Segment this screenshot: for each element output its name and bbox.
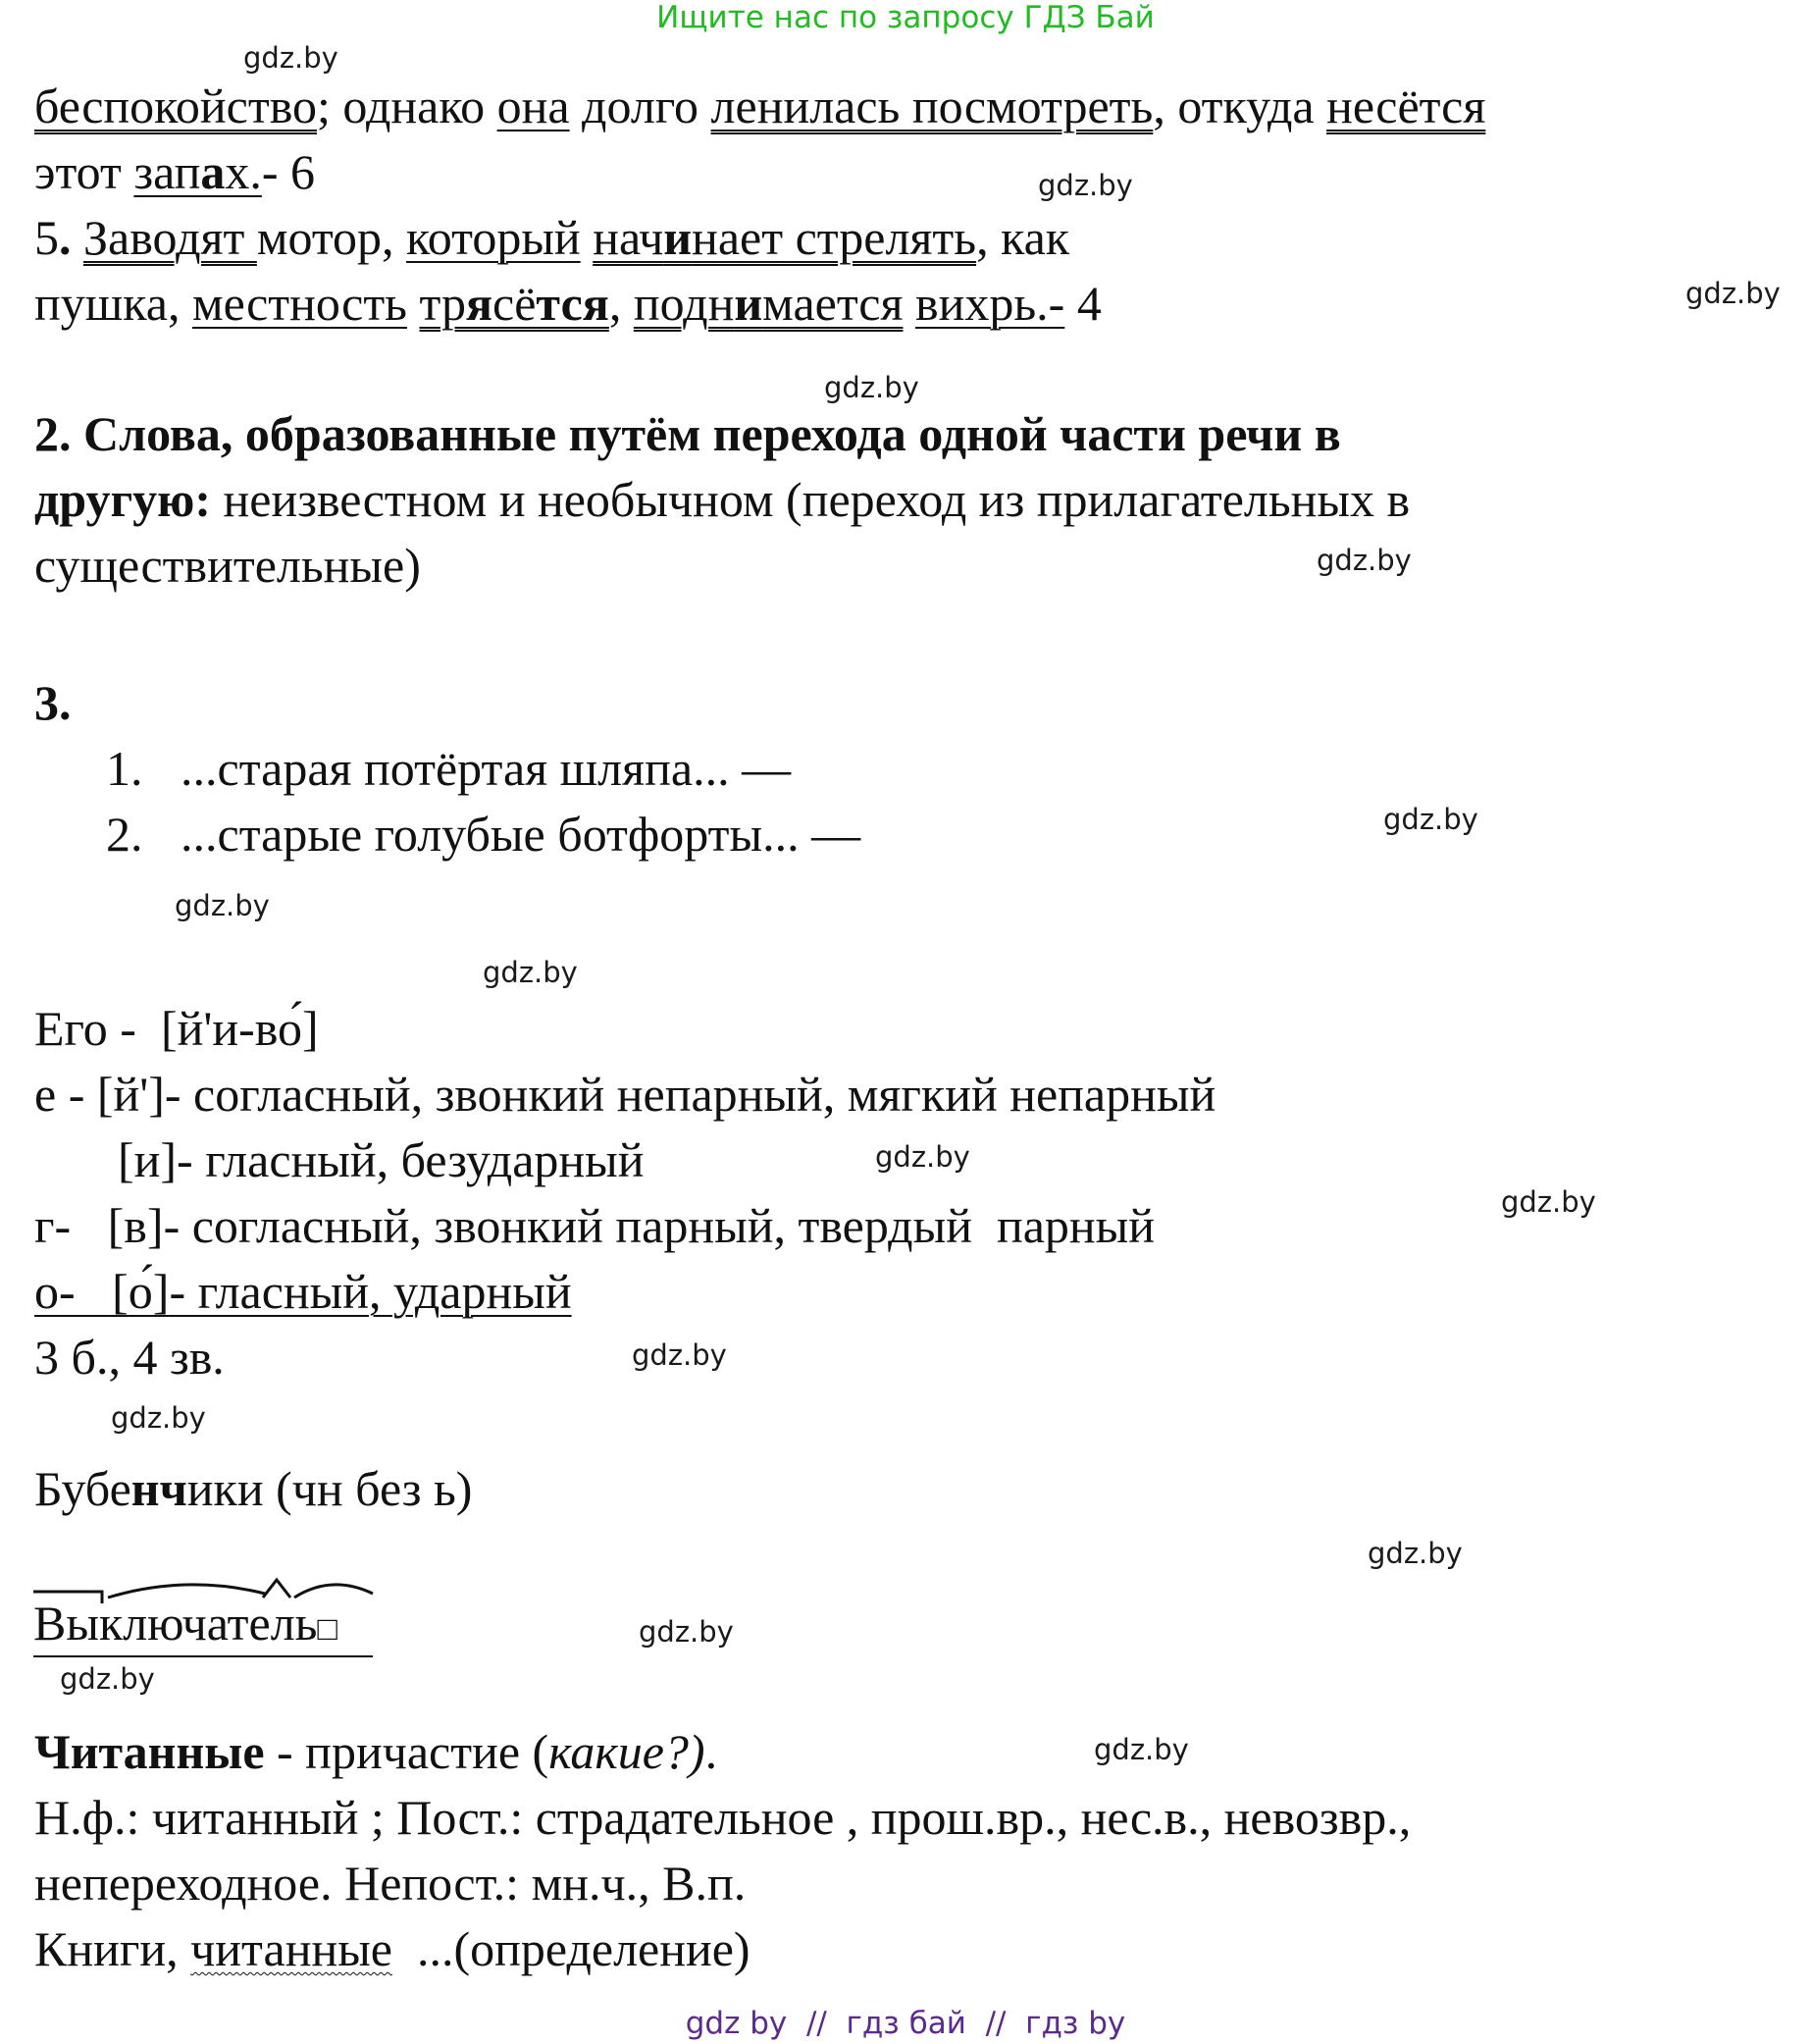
task1-line4 [34, 274, 1102, 333]
text: пушка, [34, 276, 192, 331]
phonetic-sound: г- [в]- согласный, звонкий парный, твердый парный [34, 1198, 1156, 1253]
item-number: 2. [106, 807, 143, 862]
task3-item [106, 739, 791, 798]
text: ...(определение) [392, 1921, 750, 1976]
task1-line3 [34, 208, 1069, 267]
watermark: gdz.by [1038, 169, 1133, 202]
item-number: 1. [106, 741, 143, 796]
watermark: gdz.by [1317, 544, 1412, 577]
text: - 6 [261, 144, 316, 199]
participle-line3 [34, 1854, 746, 1913]
phonetics-line4 [34, 1196, 1155, 1255]
subject-word: местность [192, 276, 407, 331]
phonetic-sound: [и]- гласный, безударный [118, 1132, 645, 1187]
phonetic-transcription: [й'и-во́] [160, 1001, 319, 1056]
predicate-word: ленилась посмотреть [710, 79, 1154, 133]
participle-word: Читанные [34, 1724, 265, 1779]
letter: мается [762, 276, 904, 331]
task2-line2 [34, 470, 1410, 529]
task2-text: существительные) [34, 538, 421, 593]
phonetic-count: 3 б., 4 зв. [34, 1330, 225, 1385]
text: мотор, [256, 210, 407, 265]
task1-line1 [34, 77, 1485, 135]
task2-heading: 2. Слова, образованные путём перехода одной части речи в [34, 406, 1341, 461]
letter: х. [225, 144, 262, 199]
phonetics-line1 [34, 999, 319, 1058]
sentence-number: 5 [34, 210, 59, 265]
watermark: gdz.by [1501, 1185, 1596, 1219]
predicate-word: Заводят [83, 210, 257, 265]
subject-word: который [406, 210, 581, 265]
phonetics-summary [34, 1328, 225, 1387]
letters-bold: тся [536, 276, 609, 331]
watermark: gdz.by [632, 1338, 727, 1372]
spelling-highlight: нч [130, 1461, 187, 1516]
text: 4 [1064, 276, 1102, 331]
text: - причастие ( [264, 1724, 549, 1779]
phonetics-line2 [34, 1065, 1216, 1124]
morpheme-word: Выключатель [33, 1596, 318, 1651]
ending-box: □ [317, 1611, 338, 1648]
letter: нает стрелять [692, 210, 977, 265]
attribute-word: читанные [190, 1921, 392, 1976]
predicate-word [634, 276, 904, 331]
text: . [704, 1724, 718, 1779]
watermark: gdz.by [875, 1140, 970, 1174]
text: , как [976, 210, 1070, 265]
participle-question: какие?) [548, 1724, 705, 1779]
task-number: 3. [34, 675, 72, 730]
phonetics-line5 [34, 1262, 572, 1321]
letter: зап [133, 144, 201, 199]
watermark: gdz.by [175, 889, 270, 922]
phonetic-sound: о- [о́]- гласный, ударный [34, 1264, 572, 1319]
stressed-letter: и [663, 210, 693, 265]
text [407, 276, 420, 331]
text: ; однако [317, 79, 497, 133]
watermark: gdz.by [483, 956, 578, 989]
participle-line1 [34, 1722, 717, 1781]
watermark: gdz.by [111, 1401, 206, 1435]
watermark: gdz.by [243, 41, 338, 75]
watermark: gdz.by [1368, 1537, 1463, 1570]
spelling-word: Бубе [34, 1461, 131, 1516]
watermark: gdz.by [639, 1615, 734, 1649]
text: . [59, 210, 83, 265]
watermark: gdz.by [1094, 1733, 1189, 1766]
task3-item [106, 805, 860, 864]
subject-word: вихрь.- [915, 276, 1065, 331]
text: этот [34, 144, 134, 199]
text: долго [569, 79, 711, 133]
participle-line2 [34, 1788, 1411, 1847]
stressed-letter: а [200, 144, 226, 199]
item-text: ...старые голубые ботфорты... — [181, 807, 861, 862]
top-banner[interactable]: Ищите нас по запросу ГДЗ Бай [656, 0, 1155, 35]
stressed-letter: я [465, 276, 493, 331]
task2-line3 [34, 536, 421, 595]
predicate-word: несётся [1326, 79, 1486, 133]
item-text: ...старая потёртая шляпа... — [181, 741, 792, 796]
phonetics-line3 [118, 1130, 645, 1189]
predicate-word [593, 210, 976, 265]
spelling-line [34, 1459, 472, 1518]
letter: подн [633, 276, 735, 331]
participle-line4 [34, 1919, 750, 1978]
spelling-word: ики (чн без ь) [186, 1461, 473, 1516]
text: , [608, 276, 634, 331]
task2-heading-line1 [34, 404, 1341, 463]
watermark: gdz.by [60, 1662, 155, 1696]
task1-line2 [34, 142, 315, 201]
task2-text: неизвестном и необычном (переход из прилагательных в [211, 472, 1411, 527]
letter: нач [593, 210, 664, 265]
morpheme-word-line [33, 1594, 337, 1659]
subject-word: беспокойство [34, 79, 317, 133]
participle-features: Н.ф.: читанный ; Пост.: страдательное , прош.вр., нес.в., невозвр., [34, 1790, 1412, 1845]
text: Книги, [34, 1921, 191, 1976]
subject-word: она [496, 79, 570, 133]
task2-heading-end: другую: [34, 472, 212, 527]
subject-word [133, 144, 262, 199]
stressed-letter: и [734, 276, 763, 331]
text [904, 276, 916, 331]
letter: тр [419, 276, 466, 331]
phonetic-word: Его - [34, 1001, 136, 1056]
letter: сё [492, 276, 537, 331]
watermark: gdz.by [1685, 277, 1781, 310]
predicate-word [419, 276, 608, 331]
task3-number [34, 673, 72, 732]
watermark: gdz.by [824, 371, 919, 404]
watermark: gdz.by [1383, 803, 1478, 836]
text [581, 210, 594, 265]
phonetic-sound: е - [й']- согласный, звонкий непарный, мягкий непарный [34, 1067, 1216, 1122]
text: , откуда [1153, 79, 1327, 133]
footer-links[interactable]: gdz by // гдз бай // гдз by [685, 2006, 1126, 2041]
participle-features: непереходное. Непост.: мн.ч., В.п. [34, 1856, 747, 1911]
